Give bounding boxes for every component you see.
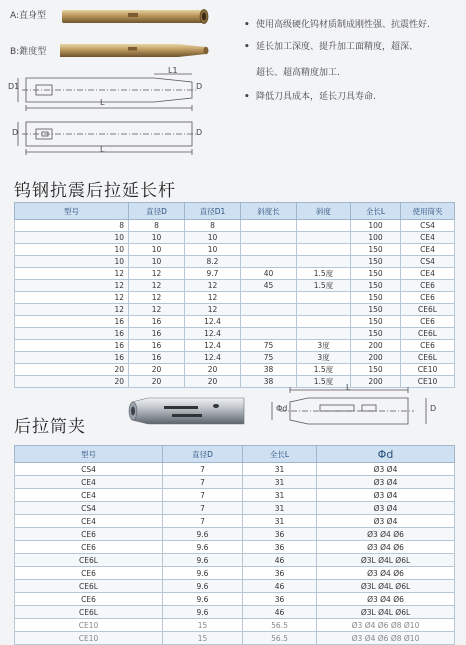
table2-header-length: 全长L xyxy=(243,446,317,463)
table1-cell xyxy=(241,304,297,316)
table1-cell: CE4 xyxy=(401,268,455,280)
type-b-label: B:錐度型 xyxy=(10,47,47,57)
table2-header-row xyxy=(15,446,455,463)
table2-cell: Ø3 Ø4 Ø6 Ø8 Ø10 xyxy=(317,619,455,632)
table1-cell: 1.5度 xyxy=(297,280,351,292)
table1-header-taper: 斜度 xyxy=(297,203,351,220)
table1-row xyxy=(15,316,455,328)
table2-header-diameter-d: 直径D xyxy=(163,446,243,463)
table1-cell: 20 xyxy=(15,364,129,376)
table1-cell: 16 xyxy=(129,316,185,328)
table2-row xyxy=(15,580,455,593)
table2-cell: CE4 xyxy=(15,489,163,502)
table1-cell: 10 xyxy=(15,256,129,268)
table2-cell: 7 xyxy=(163,489,243,502)
table1-cell: 10 xyxy=(185,232,241,244)
table1-row xyxy=(15,232,455,244)
table2-row xyxy=(15,515,455,528)
collet-dim-phi-d-label: Φd xyxy=(276,404,288,413)
table1-cell: 12.4 xyxy=(185,352,241,364)
table1-cell: 20 xyxy=(185,364,241,376)
collet-dim-d-label: D xyxy=(430,404,437,413)
table1-cell: 12 xyxy=(185,292,241,304)
table1-cell: 150 xyxy=(351,256,401,268)
table1-cell: 16 xyxy=(15,316,129,328)
table1-cell: 8 xyxy=(129,220,185,232)
feature-bullet-3: • 降低刀具成本，延长刀具寿命. xyxy=(244,92,376,102)
table1-cell: 12 xyxy=(129,268,185,280)
table2-cell: CE6 xyxy=(15,593,163,606)
table2-row xyxy=(15,476,455,489)
table1-cell: 12.4 xyxy=(185,328,241,340)
table1-cell: 45 xyxy=(241,280,297,292)
table1-cell: 16 xyxy=(129,328,185,340)
table2-header-model: 型号 xyxy=(15,446,163,463)
table2-cell: CE6L xyxy=(15,580,163,593)
table2-cell: CS4 xyxy=(15,463,163,476)
section1-title: 钨钢抗震后拉延长杆 xyxy=(14,181,176,201)
table2-cell: 31 xyxy=(243,489,317,502)
table1-cell xyxy=(241,292,297,304)
table1-cell: 16 xyxy=(129,352,185,364)
table2-cell: 46 xyxy=(243,580,317,593)
table2-row xyxy=(15,489,455,502)
table1-row xyxy=(15,256,455,268)
table1-cell: 75 xyxy=(241,352,297,364)
table1-row xyxy=(15,220,455,232)
dim-d-label: D xyxy=(196,82,203,91)
table1-cell: CE6L xyxy=(401,304,455,316)
table1-cell: 20 xyxy=(185,376,241,388)
table1-row xyxy=(15,304,455,316)
table1-cell: 200 xyxy=(351,340,401,352)
table1-cell xyxy=(241,328,297,340)
feature-bullet-2: • 延长加工深度、提升加工面精度，超深、 xyxy=(244,42,419,52)
table1-cell: 200 xyxy=(351,376,401,388)
table2-cell: 7 xyxy=(163,515,243,528)
table1-cell xyxy=(297,292,351,304)
table1-header-row xyxy=(15,203,455,220)
table2-cell: CE4 xyxy=(15,515,163,528)
dim-l-label: L xyxy=(100,98,105,107)
dim-d-left-label: D xyxy=(12,128,19,137)
table1-cell: 12 xyxy=(185,304,241,316)
table1-header-diameter-d: 直径D xyxy=(129,203,185,220)
table2-cell: Ø3L Ø4L Ø6L xyxy=(317,580,455,593)
type-a-label: A:直身型 xyxy=(10,11,47,21)
table1-cell: 75 xyxy=(241,340,297,352)
table1-cell xyxy=(297,220,351,232)
table1-cell: 12 xyxy=(129,280,185,292)
table1-cell: 16 xyxy=(129,340,185,352)
table1-cell: CS4 xyxy=(401,256,455,268)
table2-cell: 15 xyxy=(163,619,243,632)
table1-header-model: 型号 xyxy=(15,203,129,220)
straight-shank-image xyxy=(60,4,210,28)
feature-bullet-1: • 使用高级硬化钨材质制成刚性强、抗震性好. xyxy=(244,20,430,30)
table1-cell: 10 xyxy=(129,256,185,268)
table1-cell: 12 xyxy=(129,304,185,316)
table1-header-collet: 使用筒夹 xyxy=(401,203,455,220)
table2-cell: 46 xyxy=(243,606,317,619)
table1-row xyxy=(15,364,455,376)
table1-cell: 1.5度 xyxy=(297,376,351,388)
table2-cell: CE6 xyxy=(15,567,163,580)
table2-cell: CE6 xyxy=(15,528,163,541)
table1-cell: 8.2 xyxy=(185,256,241,268)
table1-cell xyxy=(241,232,297,244)
table1-row xyxy=(15,280,455,292)
table2-cell: 46 xyxy=(243,554,317,567)
table1-cell xyxy=(297,256,351,268)
feature-bullet-2-cont: 超长、超高精度加工. xyxy=(256,68,340,78)
table1-cell: 12 xyxy=(185,280,241,292)
table1-cell xyxy=(297,304,351,316)
table2-cell: Ø3L Ø4L Ø6L xyxy=(317,554,455,567)
table1-cell: CS4 xyxy=(401,220,455,232)
table2-cell: Ø3 Ø4 Ø6 xyxy=(317,567,455,580)
table1-cell: 150 xyxy=(351,280,401,292)
table2-cell: CE6L xyxy=(15,554,163,567)
table1-cell: 10 xyxy=(185,244,241,256)
table1-row xyxy=(15,340,455,352)
table2-cell: CE10 xyxy=(15,632,163,645)
table1-header-length: 全长L xyxy=(351,203,401,220)
table1-cell: 20 xyxy=(129,364,185,376)
table2-cell: CE6L xyxy=(15,606,163,619)
table2-cell: CE10 xyxy=(15,619,163,632)
collet-table xyxy=(14,445,455,645)
table1-cell: CE6 xyxy=(401,316,455,328)
table1-cell: CE6 xyxy=(401,340,455,352)
table1-cell xyxy=(241,316,297,328)
table2-row xyxy=(15,619,455,632)
table1-cell: 16 xyxy=(15,352,129,364)
table1-row xyxy=(15,292,455,304)
table1-row xyxy=(15,268,455,280)
table2-cell: 9.6 xyxy=(163,580,243,593)
table1-cell: 200 xyxy=(351,352,401,364)
table1-cell: 20 xyxy=(129,376,185,388)
table1-cell: CE10 xyxy=(401,376,455,388)
table1-cell: 10 xyxy=(129,232,185,244)
table2-cell: 9.6 xyxy=(163,593,243,606)
tapered-shank-drawing xyxy=(14,72,204,116)
section2-title: 后拉筒夹 xyxy=(14,417,86,437)
table1-cell xyxy=(297,316,351,328)
table2-cell: 7 xyxy=(163,476,243,489)
table2-cell: 7 xyxy=(163,502,243,515)
table1-cell xyxy=(297,244,351,256)
table2-cell: 9.6 xyxy=(163,567,243,580)
table1-cell: 150 xyxy=(351,328,401,340)
table1-cell xyxy=(297,232,351,244)
table1-cell: 3度 xyxy=(297,352,351,364)
table1-cell: 12 xyxy=(15,280,129,292)
table1-cell: CE6L xyxy=(401,328,455,340)
dim-l1-label: L1 xyxy=(168,66,178,75)
dim-d1-label: D1 xyxy=(8,82,20,91)
table2-cell: 9.6 xyxy=(163,606,243,619)
table2-cell: Ø3 Ø4 Ø6 xyxy=(317,528,455,541)
table2-cell: 9.6 xyxy=(163,554,243,567)
table1-cell: 38 xyxy=(241,364,297,376)
table1-cell: 100 xyxy=(351,220,401,232)
table1-cell: 150 xyxy=(351,268,401,280)
table1-cell xyxy=(297,328,351,340)
table2-cell: 31 xyxy=(243,515,317,528)
table1-cell: CE10 xyxy=(401,364,455,376)
table1-cell: CE6L xyxy=(401,352,455,364)
table1-cell: 16 xyxy=(15,328,129,340)
table1-cell: 40 xyxy=(241,268,297,280)
table2-cell: Ø3 Ø4 xyxy=(317,463,455,476)
table1-cell xyxy=(241,220,297,232)
table1-cell: 8 xyxy=(185,220,241,232)
table2-cell: CE6 xyxy=(15,541,163,554)
table1-row xyxy=(15,328,455,340)
table2-row xyxy=(15,554,455,567)
collet-image xyxy=(124,392,250,430)
table2-cell: Ø3 Ø4 xyxy=(317,489,455,502)
table2-cell: CE4 xyxy=(15,476,163,489)
table1-cell: 8 xyxy=(15,220,129,232)
table1-cell xyxy=(241,256,297,268)
table2-cell: 36 xyxy=(243,593,317,606)
table1-cell: 1.5度 xyxy=(297,268,351,280)
table2-row xyxy=(15,606,455,619)
table1-cell: 12 xyxy=(129,292,185,304)
table1-cell: 150 xyxy=(351,316,401,328)
table1-row xyxy=(15,352,455,364)
table2-cell: 36 xyxy=(243,541,317,554)
table1-cell: 20 xyxy=(15,376,129,388)
table1-cell: 10 xyxy=(15,232,129,244)
table2-row xyxy=(15,528,455,541)
table2-cell: Ø3 Ø4 Ø6 xyxy=(317,541,455,554)
table1-cell: 150 xyxy=(351,364,401,376)
table1-cell: 38 xyxy=(241,376,297,388)
table1-cell: 12 xyxy=(15,292,129,304)
table2-cell: 31 xyxy=(243,463,317,476)
table2-row xyxy=(15,593,455,606)
table2-cell: Ø3L Ø4L Ø6L xyxy=(317,606,455,619)
straight-shank-drawing xyxy=(14,118,204,160)
table2-cell: CS4 xyxy=(15,502,163,515)
table2-cell: 31 xyxy=(243,476,317,489)
table1-cell: 150 xyxy=(351,244,401,256)
table1-cell: 9.7 xyxy=(185,268,241,280)
extension-rod-table xyxy=(14,202,455,388)
table2-cell: 36 xyxy=(243,528,317,541)
table2-header-phi-d: Φd xyxy=(317,446,455,463)
table2-cell: 9.6 xyxy=(163,528,243,541)
table1-cell xyxy=(241,244,297,256)
table2-cell: Ø3 Ø4 xyxy=(317,515,455,528)
table1-cell: 10 xyxy=(129,244,185,256)
table1-cell: 3度 xyxy=(297,340,351,352)
table1-header-diameter-d1: 直径D1 xyxy=(185,203,241,220)
table1-cell: CE4 xyxy=(401,232,455,244)
table2-cell: 56.5 xyxy=(243,619,317,632)
table1-cell: CE6 xyxy=(401,280,455,292)
table1-row xyxy=(15,244,455,256)
table1-cell: 150 xyxy=(351,304,401,316)
table1-cell: CE6 xyxy=(401,292,455,304)
dim-d-right-label: D xyxy=(196,128,203,137)
dim-l-label-2: L xyxy=(100,145,105,154)
table1-cell: 100 xyxy=(351,232,401,244)
table2-row xyxy=(15,632,455,645)
table1-cell: CE4 xyxy=(401,244,455,256)
table2-cell: Ø3 Ø4 Ø6 Ø8 Ø10 xyxy=(317,632,455,645)
table2-cell: 9.6 xyxy=(163,541,243,554)
table2-cell: Ø3 Ø4 xyxy=(317,476,455,489)
table1-cell: 1.5度 xyxy=(297,364,351,376)
table2-cell: 36 xyxy=(243,567,317,580)
table1-cell: 16 xyxy=(15,340,129,352)
table1-cell: 12.4 xyxy=(185,340,241,352)
table1-cell: 10 xyxy=(15,244,129,256)
table2-cell: 56.5 xyxy=(243,632,317,645)
table1-cell: 12 xyxy=(15,268,129,280)
table2-cell: 31 xyxy=(243,502,317,515)
table2-row xyxy=(15,541,455,554)
table2-row xyxy=(15,463,455,476)
table1-cell: 12 xyxy=(15,304,129,316)
table1-cell: 12.4 xyxy=(185,316,241,328)
table2-cell: Ø3 Ø4 xyxy=(317,502,455,515)
tapered-shank-image xyxy=(58,40,212,60)
table2-cell: 7 xyxy=(163,463,243,476)
table2-row xyxy=(15,502,455,515)
table1-cell: 150 xyxy=(351,292,401,304)
collet-dim-l-label: L xyxy=(346,383,351,392)
table2-cell: 15 xyxy=(163,632,243,645)
table1-header-taper-length: 斜度长 xyxy=(241,203,297,220)
table2-cell: Ø3 Ø4 Ø6 xyxy=(317,593,455,606)
table2-row xyxy=(15,567,455,580)
